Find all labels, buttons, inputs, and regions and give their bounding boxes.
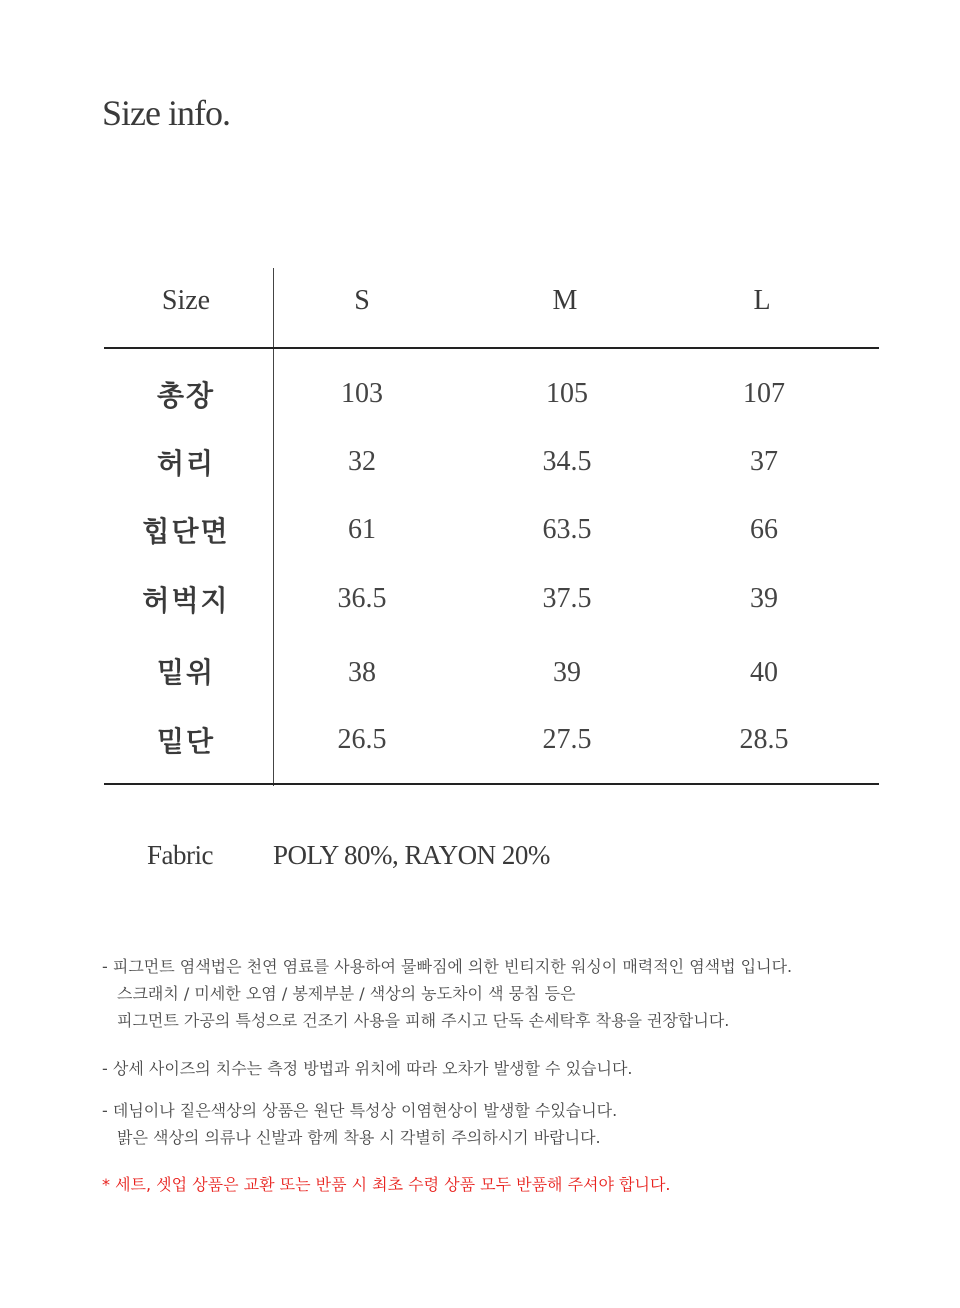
value-cell: 37 bbox=[750, 446, 778, 477]
value-cell: 63.5 bbox=[542, 514, 592, 545]
bottom-rule bbox=[104, 783, 879, 785]
warning-line: * 세트, 셋업 상품은 교환 또는 반품 시 최초 수령 상품 모두 반품해 주셔야 합니다. bbox=[102, 1175, 671, 1194]
note-line: 스크래치 / 미세한 오염 / 봉제부분 / 색상의 농도차이 색 뭉침 등은 bbox=[117, 984, 576, 1003]
value-cell: 103 bbox=[341, 378, 383, 409]
page-title: Size info. bbox=[102, 93, 230, 133]
value-cell: 26.5 bbox=[337, 724, 387, 755]
note-line: - 피그먼트 염색법은 천연 염료를 사용하여 물빠짐에 의한 빈티지한 워싱이 매력적인 염색법 입니다. bbox=[102, 957, 793, 976]
row-label: 허벅지 bbox=[142, 584, 230, 617]
value-cell: 66 bbox=[750, 514, 778, 545]
column-divider bbox=[273, 268, 274, 786]
fabric-value: POLY 80%, RAYON 20% bbox=[273, 840, 550, 870]
note-line: - 상세 사이즈의 치수는 측정 방법과 위치에 따라 오차가 발생할 수 있습니다. bbox=[102, 1059, 633, 1078]
note-line: 피그먼트 가공의 특성으로 건조기 사용을 피해 주시고 단독 손세탁후 착용을 권장합니다. bbox=[117, 1011, 730, 1030]
value-cell: 40 bbox=[750, 657, 778, 688]
value-cell: 37.5 bbox=[542, 583, 592, 614]
row-label: 밑단 bbox=[156, 725, 216, 758]
header-s: S bbox=[354, 285, 370, 316]
set-return-warning bbox=[102, 1171, 671, 1198]
header-rule bbox=[104, 347, 879, 349]
note-line: 밝은 색상의 의류나 신발과 함께 착용 시 각별히 주의하시기 바랍니다. bbox=[117, 1128, 601, 1147]
denim-note bbox=[102, 1097, 617, 1151]
value-cell: 38 bbox=[348, 657, 376, 688]
size-table bbox=[104, 268, 879, 786]
header-m: M bbox=[552, 285, 578, 316]
value-cell: 36.5 bbox=[337, 583, 387, 614]
value-cell: 105 bbox=[546, 378, 588, 409]
value-cell: 39 bbox=[750, 583, 778, 614]
value-cell: 34.5 bbox=[542, 446, 592, 477]
value-cell: 107 bbox=[743, 378, 785, 409]
measure-note bbox=[102, 1055, 633, 1082]
note-line: - 데님이나 짙은색상의 상품은 원단 특성상 이염현상이 발생할 수있습니다. bbox=[102, 1101, 618, 1120]
header-l: L bbox=[753, 285, 771, 316]
value-cell: 39 bbox=[553, 657, 581, 688]
value-cell: 32 bbox=[348, 446, 376, 477]
row-label: 허리 bbox=[156, 447, 216, 480]
dye-note bbox=[102, 953, 792, 1034]
row-label: 힙단면 bbox=[142, 515, 230, 548]
value-cell: 27.5 bbox=[542, 724, 592, 755]
header-size: Size bbox=[161, 285, 211, 316]
fabric-label: Fabric bbox=[147, 840, 213, 870]
value-cell: 61 bbox=[348, 514, 376, 545]
value-cell: 28.5 bbox=[739, 724, 789, 755]
row-label: 밑위 bbox=[156, 656, 216, 689]
row-label: 총장 bbox=[156, 379, 216, 412]
